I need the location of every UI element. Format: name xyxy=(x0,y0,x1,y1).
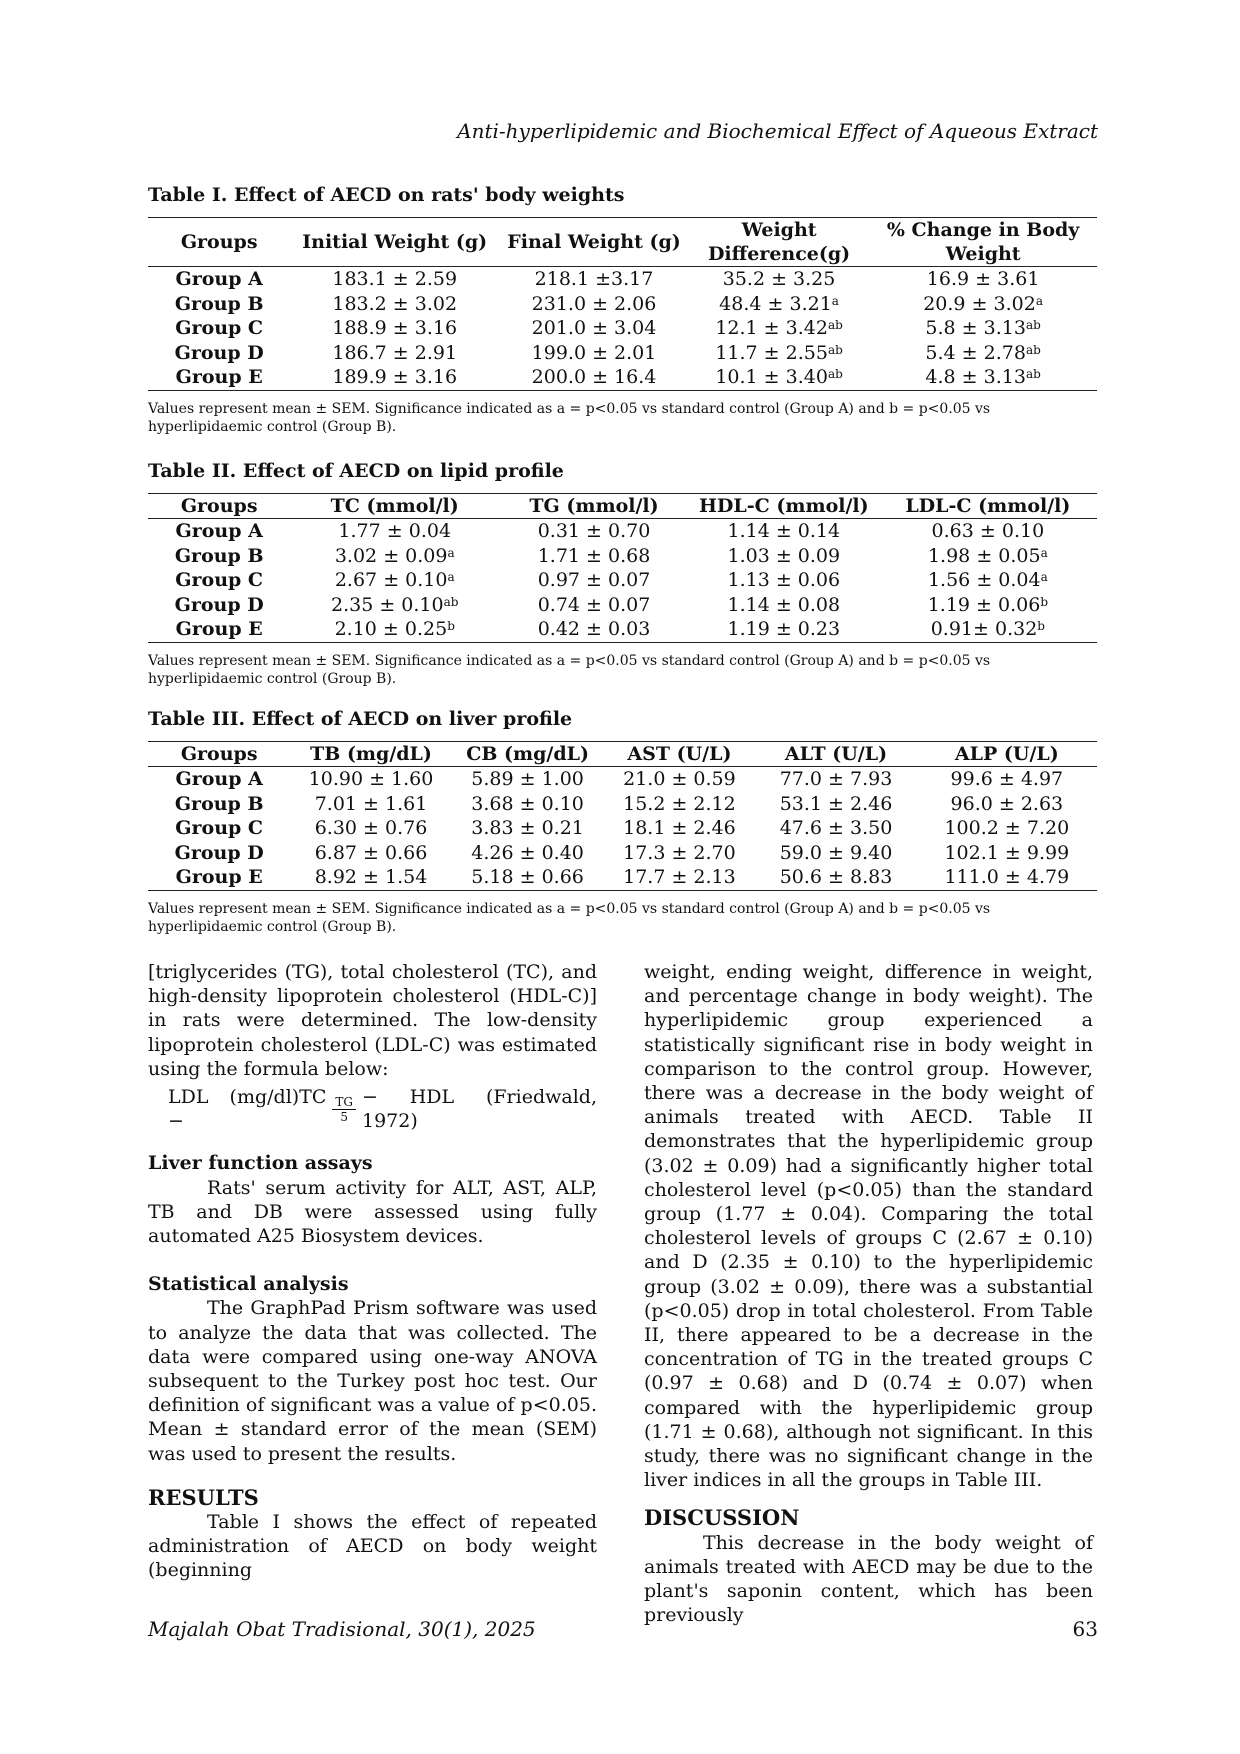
formula-denominator: 5 xyxy=(340,1109,349,1124)
paragraph: Rats' serum activity for ALT, AST, ALP, TB and DB were assessed using fully automated A25 Biosystem devices. xyxy=(148,1176,597,1248)
significance-marker: b xyxy=(1040,594,1048,609)
section-heading: DISCUSSION xyxy=(644,1505,800,1531)
cell-value: 186.7 ± 2.91 xyxy=(332,341,458,364)
column-header: Weight Difference(g) xyxy=(707,219,851,265)
significance-marker: a xyxy=(447,545,455,560)
cell-value: 48.4 ± 3.21 xyxy=(719,292,832,315)
cell-value: 1.19 ± 0.23 xyxy=(727,618,841,640)
cell-value: Group D xyxy=(174,841,264,864)
table-2-title: Table II. Effect of AECD on lipid profile xyxy=(148,460,564,482)
right-column xyxy=(644,960,1093,1627)
table-3-note: Values represent mean ± SEM. Significance indicated as a = p<0.05 vs standard control (Group A) and b = p<0.05 vs hyperlipidaemic control (Group B). xyxy=(148,900,991,935)
cell-value: 10.1 ± 3.40 xyxy=(715,366,828,388)
formula-left: LDL (mg/dl)TC − xyxy=(168,1086,327,1133)
cell-value: 0.74 ± 0.07 xyxy=(537,593,651,616)
cell-value: 1.14 ± 0.14 xyxy=(727,520,841,542)
formula-fraction xyxy=(332,1095,356,1124)
table-cell xyxy=(290,267,499,292)
table-row xyxy=(148,841,1097,866)
row-group-label xyxy=(148,617,290,642)
table-cell xyxy=(499,617,689,642)
significance-marker: ab xyxy=(827,367,843,381)
table-cell xyxy=(879,519,1097,544)
table-cell xyxy=(879,568,1097,593)
paragraph: [triglycerides (TG), total cholesterol (TC), and high-density lipoprotein cholesterol (HDL-C)] in rats were determined. The low-density lipoprotein cholesterol (LDL-C) was estimated using the formula below: xyxy=(148,961,597,1080)
cell-value: 1.13 ± 0.06 xyxy=(727,569,841,591)
cell-value: 6.30 ± 0.76 xyxy=(314,817,428,839)
column-header: HDL-C (mmol/l) xyxy=(698,495,869,517)
cell-value: 183.1 ± 2.59 xyxy=(332,268,458,290)
table-cell xyxy=(917,841,1097,866)
cell-value: 5.89 ± 1.00 xyxy=(471,768,584,790)
table-cell xyxy=(290,593,499,618)
table-cell xyxy=(917,865,1097,890)
cell-value: 1.71 ± 0.68 xyxy=(537,544,651,567)
table-1 xyxy=(148,184,1097,436)
column-header: TC (mmol/l) xyxy=(330,495,459,517)
cell-value: Group A xyxy=(175,520,263,542)
table-cell xyxy=(755,841,916,866)
cell-value: 7.01 ± 1.61 xyxy=(314,792,428,815)
table-cell xyxy=(499,365,689,390)
cell-value: Group C xyxy=(175,817,264,839)
cell-value: 2.35 ± 0.10 xyxy=(331,593,444,616)
cell-value: Group B xyxy=(174,792,264,815)
table-cell xyxy=(452,792,604,817)
running-head: Anti-hyperlipidemic and Biochemical Effect of Aqueous Extract xyxy=(457,119,1098,143)
table-cell xyxy=(917,792,1097,817)
cell-value: 12.1 ± 3.42 xyxy=(715,317,828,339)
table-cell xyxy=(604,767,756,792)
row-group-label xyxy=(148,593,290,618)
page-number: 63 xyxy=(1072,1617,1098,1641)
cell-value: 1.19 ± 0.06 xyxy=(927,593,1041,616)
cell-value: 59.0 ± 9.40 xyxy=(779,841,893,864)
table-row xyxy=(148,767,1097,792)
cell-value: Group B xyxy=(174,292,264,315)
journal-citation: Majalah Obat Tradisional, 30(1), 2025 xyxy=(148,1617,536,1641)
row-group-label xyxy=(148,767,290,792)
column-header: TB (mg/dL) xyxy=(310,743,432,765)
table-row xyxy=(148,292,1097,317)
column-header: Final Weight (g) xyxy=(507,231,681,253)
table-cell xyxy=(452,865,604,890)
table-row xyxy=(148,593,1097,618)
table-cell xyxy=(290,544,499,569)
table-cell xyxy=(689,519,879,544)
table-row xyxy=(148,865,1097,890)
table-row xyxy=(148,341,1097,366)
cell-value: Group C xyxy=(175,569,264,591)
cell-value: Group E xyxy=(175,618,263,640)
significance-marker: b xyxy=(447,619,455,633)
table-cell xyxy=(917,816,1097,841)
table-cell xyxy=(689,617,879,642)
left-column xyxy=(148,960,597,1583)
paragraph: weight, ending weight, difference in weight, and percentage change in body weight). The hyperlipidemic group experienced a statistically significant rise in body weight in comparison to the control group. However, there was a decrease in the body weight of animals treated with AECD. Table II demonstrates that the hyperlipidemic group (3.02 ± 0.09) had a significantly higher total cholesterol level (p<0.05) than the standard group (1.77 ± 0.04). Comparing the total cholesterol levels of groups C (2.67 ± 0.10) and D (2.35 ± 0.10) to the hyperlipidemic group (3.02 ± 0.09), there was a substantial (p<0.05) drop in total cholesterol. From Table II, there appeared to be a decrease in the concentration of TG in the treated groups C (0.97 ± 0.68) and D (0.74 ± 0.07) when compared with the hyperlipidemic group (1.71 ± 0.68), although not significant. In this study, there was no significant change in the liver indices in all the groups in Table III. xyxy=(644,961,1093,1492)
cell-value: 77.0 ± 7.93 xyxy=(779,768,893,790)
significance-marker: ab xyxy=(443,594,459,609)
column-header: ALP (U/L) xyxy=(954,743,1059,765)
table-cell xyxy=(290,568,499,593)
cell-value: 183.2 ± 3.02 xyxy=(332,292,458,315)
table-cell xyxy=(452,816,604,841)
column-header: Groups xyxy=(180,743,258,765)
cell-value: 1.98 ± 0.05 xyxy=(927,544,1041,567)
row-group-label xyxy=(148,365,290,390)
cell-value: 201.0 ± 3.04 xyxy=(531,317,657,339)
table-cell xyxy=(452,841,604,866)
cell-value: 218.1 ±3.17 xyxy=(534,268,654,290)
cell-value: 18.1 ± 2.46 xyxy=(623,817,736,839)
cell-value: 0.63 ± 0.10 xyxy=(931,520,1045,542)
table-cell xyxy=(290,865,451,890)
significance-marker: ab xyxy=(1025,318,1041,332)
cell-value: 102.1 ± 9.99 xyxy=(944,841,1070,864)
paragraph: Table I shows the effect of repeated administration of AECD on body weight (beginning xyxy=(148,1511,597,1582)
table-cell xyxy=(290,316,499,341)
table-row xyxy=(148,792,1097,817)
table-cell xyxy=(755,816,916,841)
cell-value: Group D xyxy=(174,341,264,364)
cell-value: 5.4 ± 2.78 xyxy=(925,341,1026,364)
significance-marker: a xyxy=(447,570,455,584)
cell-value: 50.6 ± 8.83 xyxy=(779,866,893,888)
table-cell xyxy=(290,767,451,792)
significance-marker: ab xyxy=(1025,367,1041,381)
table-cell xyxy=(290,841,451,866)
row-group-label xyxy=(148,519,290,544)
table-row xyxy=(148,617,1097,642)
significance-marker: a xyxy=(1035,293,1043,308)
column-header: Initial Weight (g) xyxy=(302,231,488,253)
cell-value: 1.77 ± 0.04 xyxy=(338,520,452,542)
row-group-label xyxy=(148,792,290,817)
table-cell xyxy=(290,816,451,841)
cell-value: 11.7 ± 2.55 xyxy=(715,341,828,364)
row-group-label xyxy=(148,341,290,366)
table-cell xyxy=(879,617,1097,642)
table-cell xyxy=(879,593,1097,618)
table-row xyxy=(148,568,1097,593)
table-1-grid xyxy=(148,217,1097,391)
cell-value: 20.9 ± 3.02 xyxy=(923,292,1036,315)
section-heading: Liver function assays xyxy=(148,1152,373,1175)
cell-value: 3.83 ± 0.21 xyxy=(471,817,584,839)
table-cell xyxy=(290,365,499,390)
cell-value: 5.18 ± 0.66 xyxy=(471,866,584,888)
column-header: TG (mmol/l) xyxy=(529,495,659,517)
cell-value: 1.14 ± 0.08 xyxy=(727,593,841,616)
section-heading: RESULTS xyxy=(148,1484,259,1510)
cell-value: 99.6 ± 4.97 xyxy=(950,768,1064,790)
table-cell xyxy=(499,544,689,569)
cell-value: 47.6 ± 3.50 xyxy=(779,817,893,839)
table-2 xyxy=(148,460,1097,688)
table-cell xyxy=(689,544,879,569)
table-cell xyxy=(689,316,869,341)
table-cell xyxy=(869,365,1097,390)
table-cell xyxy=(499,519,689,544)
formula-numerator: TG xyxy=(332,1095,356,1110)
cell-value: 15.2 ± 2.12 xyxy=(623,792,736,815)
table-cell xyxy=(689,292,869,317)
table-cell xyxy=(499,568,689,593)
column-header: Groups xyxy=(180,495,258,517)
table-cell xyxy=(604,792,756,817)
cell-value: 16.9 ± 3.61 xyxy=(926,268,1040,290)
cell-value: 200.0 ± 16.4 xyxy=(531,366,657,388)
cell-value: 96.0 ± 2.63 xyxy=(950,792,1064,815)
table-cell xyxy=(290,519,499,544)
cell-value: 10.90 ± 1.60 xyxy=(308,768,434,790)
table-cell xyxy=(869,292,1097,317)
significance-marker: ab xyxy=(1025,342,1041,357)
cell-value: 3.68 ± 0.10 xyxy=(471,792,584,815)
table-3-grid xyxy=(148,741,1097,891)
table-row xyxy=(148,544,1097,569)
table-cell xyxy=(917,767,1097,792)
table-cell xyxy=(499,593,689,618)
table-2-grid xyxy=(148,493,1097,643)
significance-marker: a xyxy=(831,293,839,308)
column-header: AST (U/L) xyxy=(627,743,732,765)
column-header: Groups xyxy=(180,231,258,253)
table-cell xyxy=(879,544,1097,569)
row-group-label xyxy=(148,292,290,317)
table-cell xyxy=(290,292,499,317)
table-cell xyxy=(755,767,916,792)
cell-value: 2.67 ± 0.10 xyxy=(334,569,448,591)
paragraph: The GraphPad Prism software was used to analyze the data that was collected. The data were compared using one-way ANOVA subsequent to the Turkey post hoc test. Our definition of significant was a value of p<0.05. Mean ± standard error of the mean (SEM) was used to present the results. xyxy=(148,1297,597,1465)
significance-marker: a xyxy=(1040,570,1048,584)
table-row xyxy=(148,519,1097,544)
table-1-note: Values represent mean ± SEM. Significance indicated as a = p<0.05 vs standard control (Group A) and b = p<0.05 vs hyperlipidaemic control (Group B). xyxy=(148,400,991,435)
table-cell xyxy=(869,316,1097,341)
table-row xyxy=(148,816,1097,841)
table-cell xyxy=(689,593,879,618)
cell-value: 4.8 ± 3.13 xyxy=(925,366,1026,388)
cell-value: 231.0 ± 2.06 xyxy=(531,292,657,315)
table-cell xyxy=(689,568,879,593)
paragraph: This decrease in the body weight of animals treated with AECD may be due to the plant's saponin content, which has been previously xyxy=(644,1531,1093,1627)
table-1-title: Table I. Effect of AECD on rats' body weights xyxy=(148,184,625,206)
cell-value: Group E xyxy=(175,866,263,888)
cell-value: 100.2 ± 7.20 xyxy=(944,817,1070,839)
cell-value: Group B xyxy=(174,544,264,567)
table-cell xyxy=(452,767,604,792)
cell-value: 3.02 ± 0.09 xyxy=(334,544,448,567)
ldl-formula xyxy=(168,1085,597,1133)
row-group-label xyxy=(148,568,290,593)
table-cell xyxy=(689,267,869,292)
cell-value: Group A xyxy=(175,768,263,790)
table-cell xyxy=(604,841,756,866)
cell-value: 6.87 ± 0.66 xyxy=(314,841,428,864)
table-cell xyxy=(499,316,689,341)
significance-marker: b xyxy=(1037,619,1045,633)
table-cell xyxy=(499,341,689,366)
table-cell xyxy=(290,792,451,817)
significance-marker: ab xyxy=(827,342,843,357)
table-cell xyxy=(755,865,916,890)
cell-value: 21.0 ± 0.59 xyxy=(623,768,736,790)
column-header: ALT (U/L) xyxy=(784,743,888,765)
table-cell xyxy=(499,292,689,317)
cell-value: 35.2 ± 3.25 xyxy=(722,268,836,290)
cell-value: 53.1 ± 2.46 xyxy=(779,792,893,815)
cell-value: 188.9 ± 3.16 xyxy=(332,317,458,339)
cell-value: 4.26 ± 0.40 xyxy=(471,841,584,864)
significance-marker: ab xyxy=(827,318,843,332)
table-cell xyxy=(755,792,916,817)
table-cell xyxy=(869,267,1097,292)
table-cell xyxy=(604,865,756,890)
cell-value: 8.92 ± 1.54 xyxy=(314,866,428,888)
row-group-label xyxy=(148,544,290,569)
cell-value: 17.7 ± 2.13 xyxy=(623,866,736,888)
row-group-label xyxy=(148,267,290,292)
cell-value: 111.0 ± 4.79 xyxy=(944,866,1070,888)
significance-marker: a xyxy=(1040,545,1048,560)
table-row xyxy=(148,316,1097,341)
column-header: LDL-C (mmol/l) xyxy=(905,495,1071,517)
cell-value: 1.56 ± 0.04 xyxy=(927,569,1041,591)
cell-value: 2.10 ± 0.25 xyxy=(334,618,448,640)
row-group-label xyxy=(148,865,290,890)
table-cell xyxy=(290,341,499,366)
table-cell xyxy=(689,341,869,366)
cell-value: Group D xyxy=(174,593,264,616)
cell-value: Group A xyxy=(175,268,263,290)
section-heading: Statistical analysis xyxy=(148,1273,349,1296)
row-group-label xyxy=(148,816,290,841)
cell-value: 0.42 ± 0.03 xyxy=(537,618,651,640)
cell-value: Group C xyxy=(175,317,264,339)
table-row xyxy=(148,267,1097,292)
row-group-label xyxy=(148,316,290,341)
cell-value: 0.31 ± 0.70 xyxy=(537,520,651,542)
table-row xyxy=(148,365,1097,390)
cell-value: 5.8 ± 3.13 xyxy=(925,317,1026,339)
cell-value: 0.91± 0.32 xyxy=(930,618,1038,640)
table-3-title: Table III. Effect of AECD on liver profile xyxy=(148,708,573,730)
cell-value: 199.0 ± 2.01 xyxy=(531,341,657,364)
cell-value: Group E xyxy=(175,366,263,388)
table-3 xyxy=(148,708,1097,936)
table-cell xyxy=(869,341,1097,366)
cell-value: 1.03 ± 0.09 xyxy=(727,544,841,567)
formula-right: − HDL (Friedwald, 1972) xyxy=(362,1086,597,1133)
table-cell xyxy=(499,267,689,292)
column-header: CB (mg/dL) xyxy=(466,743,589,765)
column-header: % Change in Body Weight xyxy=(886,219,1080,265)
table-2-note: Values represent mean ± SEM. Significance indicated as a = p<0.05 vs standard control (Group A) and b = p<0.05 vs hyperlipidaemic control (Group B). xyxy=(148,652,991,687)
row-group-label xyxy=(148,841,290,866)
table-cell xyxy=(689,365,869,390)
cell-value: 189.9 ± 3.16 xyxy=(332,366,458,388)
table-cell xyxy=(604,816,756,841)
cell-value: 0.97 ± 0.07 xyxy=(537,569,651,591)
cell-value: 17.3 ± 2.70 xyxy=(623,841,736,864)
table-cell xyxy=(290,617,499,642)
